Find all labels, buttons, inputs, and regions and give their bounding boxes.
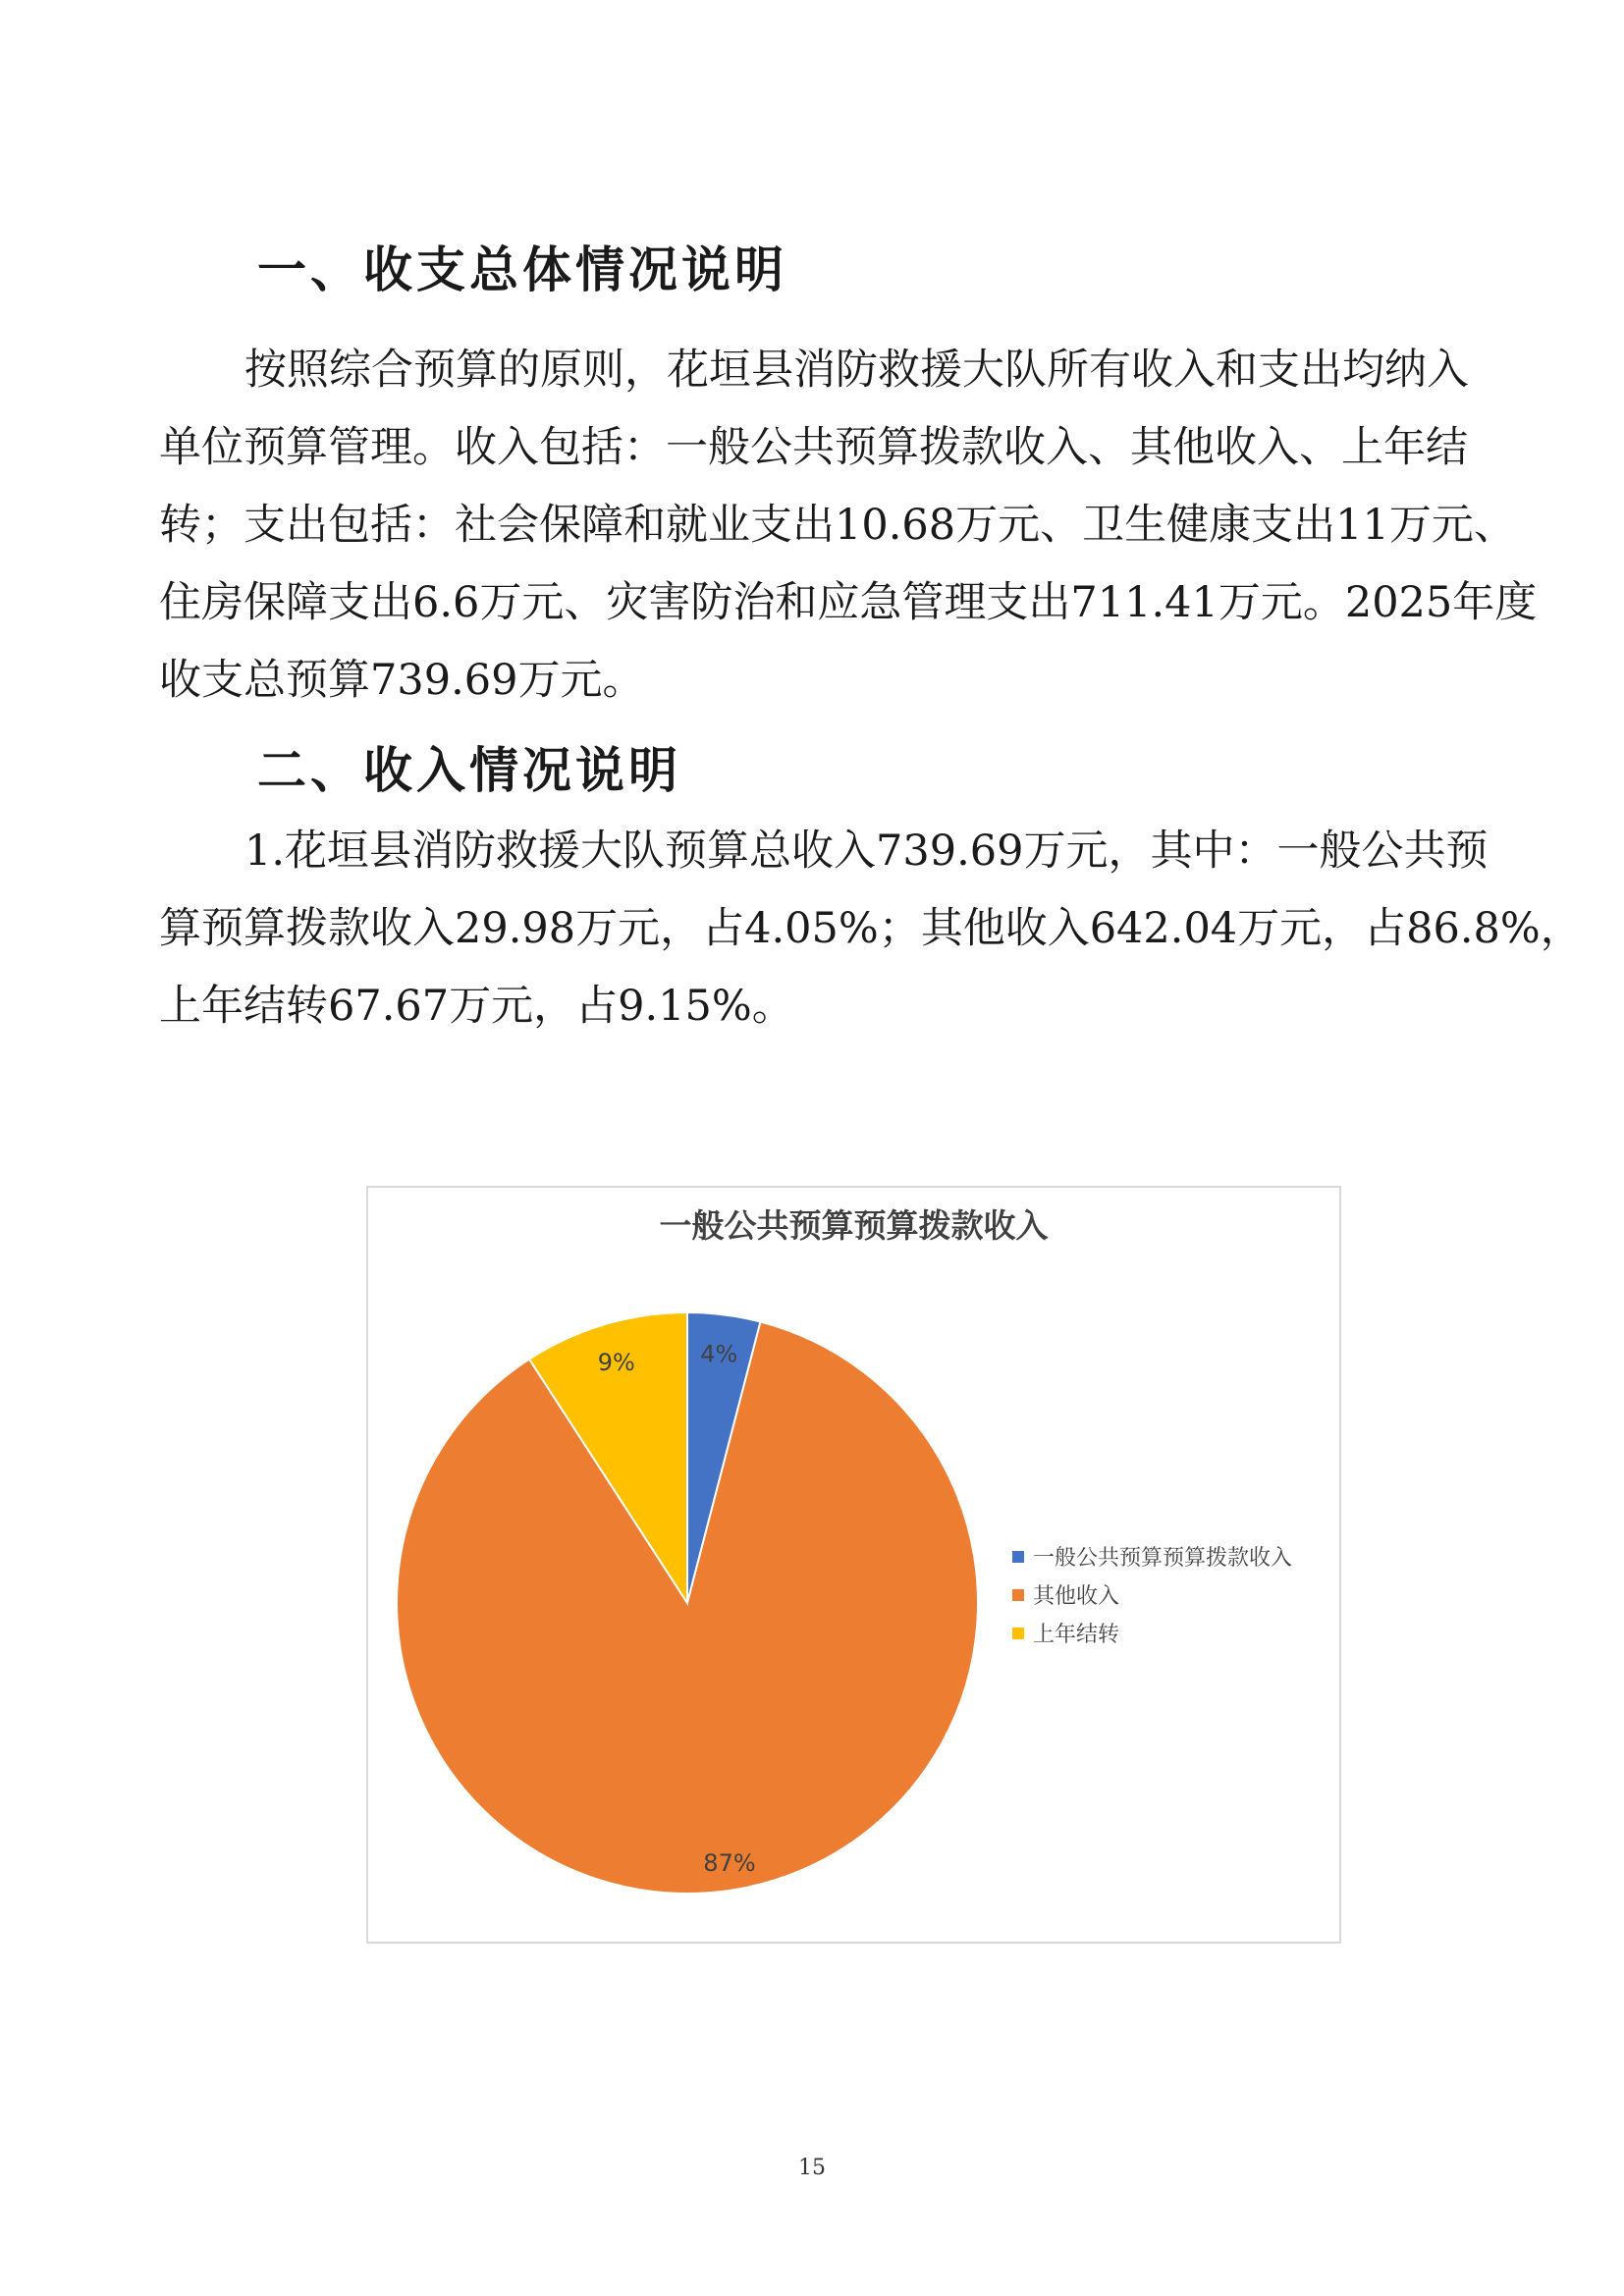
legend-swatch xyxy=(1012,1551,1024,1563)
legend-label: 一般公共预算预算拨款收入 xyxy=(1033,1546,1293,1571)
legend-swatch xyxy=(1012,1589,1024,1601)
legend-item xyxy=(1012,1537,1292,1575)
paragraph-line: 算预算拨款收入29.98万元，占4.05%；其他收入642.04万元，占86.8%， xyxy=(159,904,1583,953)
section-1-heading: 一、收支总体情况说明 xyxy=(257,240,787,298)
pie-chart xyxy=(366,1186,1341,1944)
paragraph-line: 上年结转67.67万元，占9.15%。 xyxy=(159,982,794,1031)
legend-label: 其他收入 xyxy=(1033,1584,1120,1609)
pie-data-label: 4% xyxy=(700,1340,738,1368)
page-number: 15 xyxy=(798,2156,826,2180)
paragraph-line: 1.花垣县消防救援大队预算总收入739.69万元，其中：一般公共预 xyxy=(244,827,1489,876)
legend-item xyxy=(1012,1575,1292,1614)
section-1-paragraph xyxy=(159,332,1553,720)
legend-swatch xyxy=(1012,1628,1024,1639)
legend-item xyxy=(1012,1614,1292,1652)
pie-data-label: 87% xyxy=(703,1848,756,1877)
section-2-heading: 二、收入情况说明 xyxy=(257,741,681,799)
paragraph-line: 收支总预算739.69万元。 xyxy=(159,656,645,705)
chart-title: 一般公共预算预算拨款收入 xyxy=(659,1206,1049,1245)
legend-label: 上年结转 xyxy=(1033,1623,1120,1647)
chart-legend xyxy=(1012,1537,1292,1652)
paragraph-line: 住房保障支出6.6万元、灾害防治和应急管理支出711.41万元。2025年度 xyxy=(159,578,1538,627)
paragraph-line: 转；支出包括：社会保障和就业支出10.68万元、卫生健康支出11万元、 xyxy=(159,501,1516,550)
pie-data-label: 9% xyxy=(597,1348,635,1376)
paragraph-line: 按照综合预算的原则，花垣县消防救援大队所有收入和支出均纳入 xyxy=(244,346,1469,395)
paragraph-line: 单位预算管理。收入包括：一般公共预算拨款收入、其他收入、上年结 xyxy=(159,423,1468,472)
section-2-paragraph xyxy=(159,813,1583,1045)
